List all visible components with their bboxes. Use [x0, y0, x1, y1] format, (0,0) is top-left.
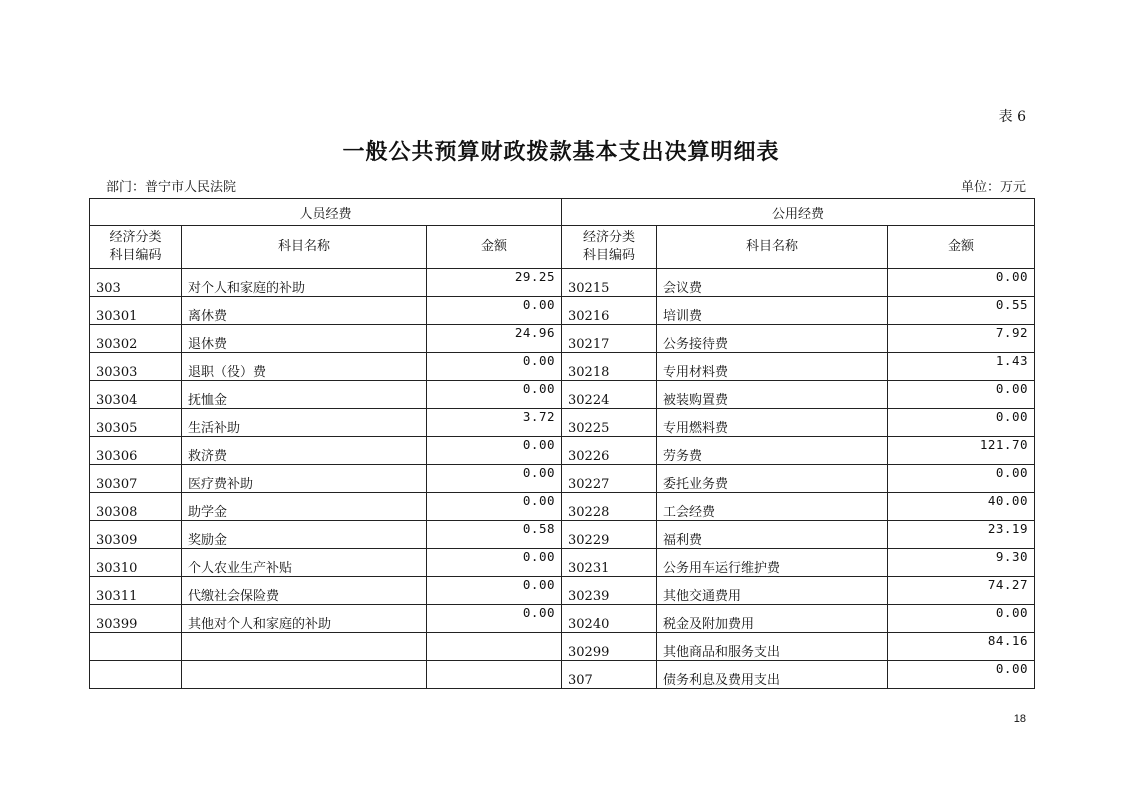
left-name-cell: 个人农业生产补贴 — [182, 549, 427, 577]
page-number: 18 — [1013, 713, 1026, 725]
right-amount-cell: 7.92 — [888, 325, 1035, 353]
left-amount-cell: 0.00 — [427, 549, 562, 577]
right-code-cell: 30225 — [562, 409, 657, 437]
left-name-cell: 退休费 — [182, 325, 427, 353]
left-amount-cell: 0.00 — [427, 297, 562, 325]
code-header-line2: 科目编码 — [109, 248, 162, 263]
right-amount-cell: 23.19 — [888, 521, 1035, 549]
left-amount-cell: 0.00 — [427, 465, 562, 493]
right-name-cell: 专用材料费 — [657, 353, 888, 381]
right-name-cell: 公务接待费 — [657, 325, 888, 353]
code-header-line1: 经济分类 — [582, 230, 635, 245]
left-code-cell — [90, 633, 182, 661]
left-name-cell: 奖励金 — [182, 521, 427, 549]
right-code-cell: 30231 — [562, 549, 657, 577]
table-row — [90, 605, 1035, 633]
left-name-cell: 医疗费补助 — [182, 465, 427, 493]
left-code-cell: 30301 — [90, 297, 182, 325]
right-code-cell: 30240 — [562, 605, 657, 633]
left-code-cell: 30302 — [90, 325, 182, 353]
right-code-cell: 30218 — [562, 353, 657, 381]
right-name-header: 科目名称 — [657, 226, 888, 269]
left-amount-cell: 3.72 — [427, 409, 562, 437]
right-amount-cell: 1.43 — [888, 353, 1035, 381]
right-amount-cell: 121.70 — [888, 437, 1035, 465]
left-amount-cell: 0.58 — [427, 521, 562, 549]
left-amount-cell: 0.00 — [427, 437, 562, 465]
right-name-cell: 福利费 — [657, 521, 888, 549]
left-amount-cell: 0.00 — [427, 605, 562, 633]
right-amount-cell: 74.27 — [888, 577, 1035, 605]
table-row — [90, 409, 1035, 437]
left-code-cell: 30306 — [90, 437, 182, 465]
right-amount-cell: 0.00 — [888, 269, 1035, 297]
right-amount-cell: 0.00 — [888, 409, 1035, 437]
code-header-line2: 科目编码 — [582, 248, 635, 263]
table-row — [90, 493, 1035, 521]
right-code-cell: 30228 — [562, 493, 657, 521]
left-code-cell — [90, 661, 182, 689]
right-amount-cell: 9.30 — [888, 549, 1035, 577]
right-amount-header: 金额 — [888, 226, 1035, 269]
expenditure-detail-table — [89, 198, 1035, 689]
left-code-cell: 30307 — [90, 465, 182, 493]
right-code-cell: 30226 — [562, 437, 657, 465]
right-amount-cell: 0.00 — [888, 605, 1035, 633]
left-amount-cell: 0.00 — [427, 577, 562, 605]
table-row — [90, 577, 1035, 605]
right-name-cell: 其他商品和服务支出 — [657, 633, 888, 661]
right-name-cell: 税金及附加费用 — [657, 605, 888, 633]
right-name-cell: 被装购置费 — [657, 381, 888, 409]
right-code-cell: 30217 — [562, 325, 657, 353]
left-name-cell: 抚恤金 — [182, 381, 427, 409]
left-code-cell: 30305 — [90, 409, 182, 437]
unit-label: 单位：万元 — [960, 180, 1026, 195]
table-row — [90, 297, 1035, 325]
right-name-cell: 债务利息及费用支出 — [657, 661, 888, 689]
right-amount-cell: 0.00 — [888, 661, 1035, 689]
table-row — [90, 325, 1035, 353]
left-code-cell: 30311 — [90, 577, 182, 605]
right-code-cell: 30215 — [562, 269, 657, 297]
left-name-cell — [182, 633, 427, 661]
right-code-cell: 307 — [562, 661, 657, 689]
table-row — [90, 269, 1035, 297]
right-name-cell: 工会经费 — [657, 493, 888, 521]
table-row — [90, 381, 1035, 409]
left-amount-header: 金额 — [427, 226, 562, 269]
table-row — [90, 437, 1035, 465]
table-number: 表 6 — [998, 109, 1026, 125]
left-name-cell: 代缴社会保险费 — [182, 577, 427, 605]
left-code-cell: 30308 — [90, 493, 182, 521]
table-row — [90, 549, 1035, 577]
right-code-cell: 30227 — [562, 465, 657, 493]
left-amount-cell — [427, 661, 562, 689]
right-amount-cell: 40.00 — [888, 493, 1035, 521]
left-name-cell: 离休费 — [182, 297, 427, 325]
page-title: 一般公共预算财政拨款基本支出决算明细表 — [342, 139, 780, 165]
right-code-header — [562, 226, 657, 269]
table-row — [90, 353, 1035, 381]
personnel-expense-header: 人员经费 — [90, 199, 562, 226]
left-amount-cell: 24.96 — [427, 325, 562, 353]
left-amount-cell: 0.00 — [427, 493, 562, 521]
left-code-cell: 30304 — [90, 381, 182, 409]
left-code-cell: 30303 — [90, 353, 182, 381]
right-name-cell: 专用燃料费 — [657, 409, 888, 437]
left-amount-cell: 0.00 — [427, 353, 562, 381]
right-name-cell: 其他交通费用 — [657, 577, 888, 605]
public-expense-header: 公用经费 — [562, 199, 1035, 226]
right-name-cell: 委托业务费 — [657, 465, 888, 493]
left-name-cell — [182, 661, 427, 689]
right-amount-cell: 84.16 — [888, 633, 1035, 661]
left-name-cell: 对个人和家庭的补助 — [182, 269, 427, 297]
table-row — [90, 465, 1035, 493]
right-code-cell: 30229 — [562, 521, 657, 549]
left-code-cell: 303 — [90, 269, 182, 297]
table-row — [90, 633, 1035, 661]
left-name-cell: 其他对个人和家庭的补助 — [182, 605, 427, 633]
left-code-header — [90, 226, 182, 269]
left-name-header: 科目名称 — [182, 226, 427, 269]
right-amount-cell: 0.00 — [888, 381, 1035, 409]
right-name-cell: 培训费 — [657, 297, 888, 325]
left-amount-cell — [427, 633, 562, 661]
left-name-cell: 生活补助 — [182, 409, 427, 437]
left-code-cell: 30309 — [90, 521, 182, 549]
right-code-cell: 30216 — [562, 297, 657, 325]
right-amount-cell: 0.55 — [888, 297, 1035, 325]
left-name-cell: 助学金 — [182, 493, 427, 521]
right-name-cell: 劳务费 — [657, 437, 888, 465]
right-name-cell: 会议费 — [657, 269, 888, 297]
right-code-cell: 30224 — [562, 381, 657, 409]
table-body — [90, 269, 1035, 689]
left-name-cell: 救济费 — [182, 437, 427, 465]
left-amount-cell: 0.00 — [427, 381, 562, 409]
table-row — [90, 521, 1035, 549]
department-label: 部门：普宁市人民法院 — [106, 180, 237, 195]
right-code-cell: 30239 — [562, 577, 657, 605]
right-name-cell: 公务用车运行维护费 — [657, 549, 888, 577]
left-amount-cell: 29.25 — [427, 269, 562, 297]
right-code-cell: 30299 — [562, 633, 657, 661]
right-amount-cell: 0.00 — [888, 465, 1035, 493]
left-code-cell: 30310 — [90, 549, 182, 577]
code-header-line1: 经济分类 — [109, 230, 162, 245]
left-name-cell: 退职（役）费 — [182, 353, 427, 381]
table-row — [90, 661, 1035, 689]
left-code-cell: 30399 — [90, 605, 182, 633]
